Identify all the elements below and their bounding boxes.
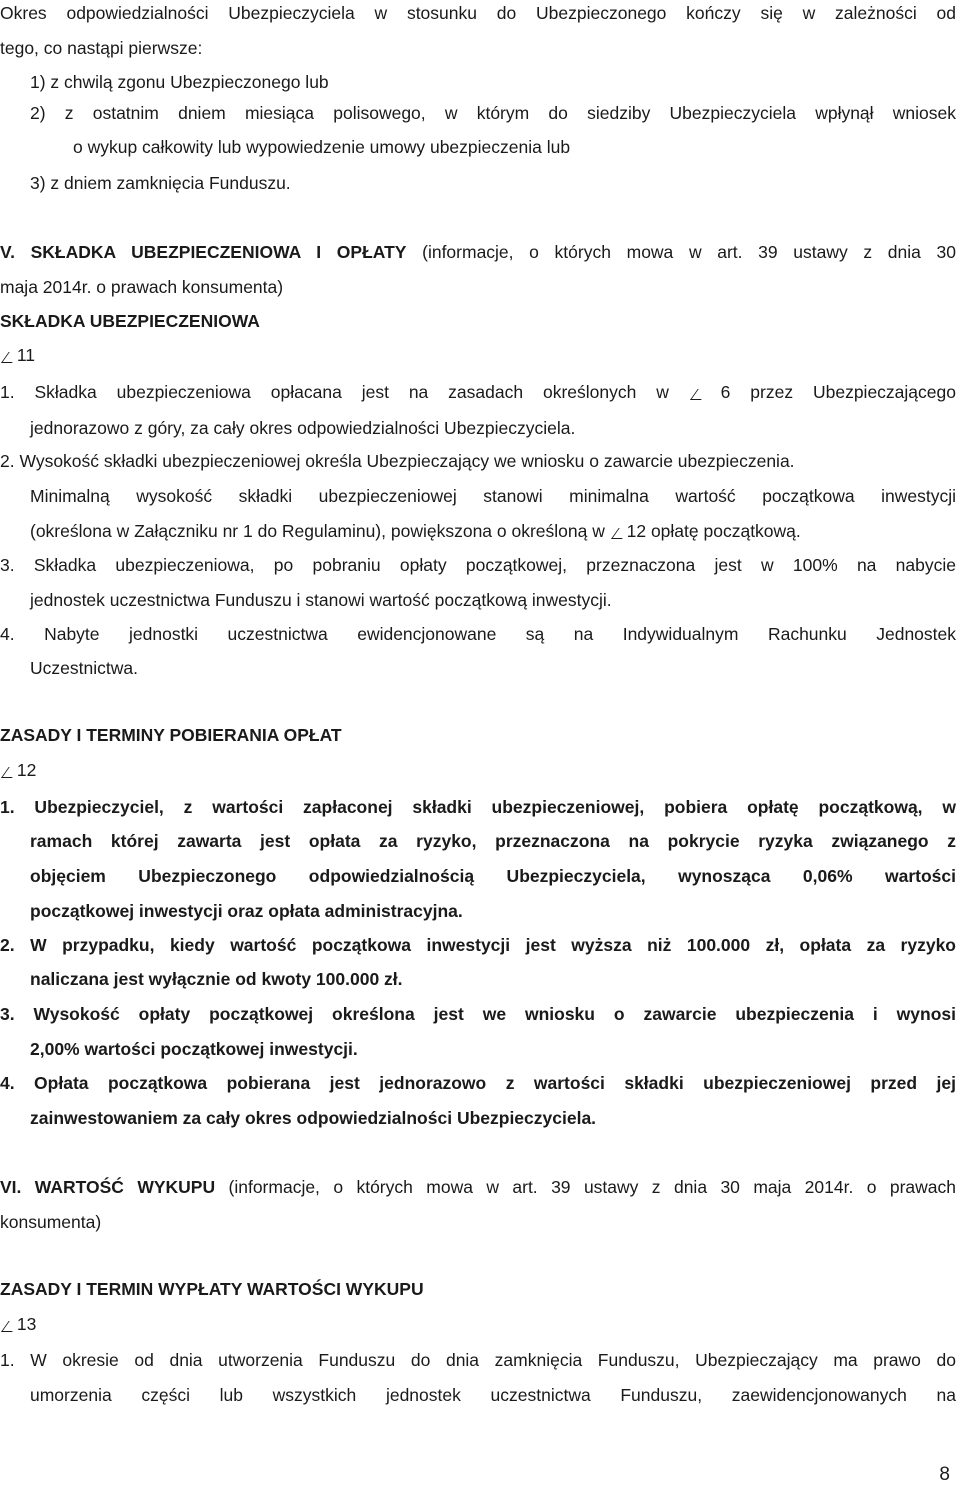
paragraph-sign-icon <box>0 762 12 778</box>
list-item-continuation: o wykup całkowity lub wypowiedzenie umowy ubezpieczenia lub <box>73 137 571 157</box>
section-heading <box>0 241 956 263</box>
subsection-heading: SKŁADKA UBEZPIECZENIOWA <box>0 311 260 331</box>
list-item: 2) z ostatnim dniem miesiąca polisowego, w którym do siedziby Ubezpieczyciela wpłynął wniosek <box>30 103 956 123</box>
text-line: 1. Ubezpieczyciel, z wartości zapłaconej składki ubezpieczeniowej, pobiera opłatę początkową, w <box>0 797 956 817</box>
text-line: 2. Wysokość składki ubezpieczeniowej określa Ubezpieczający we wniosku o zawarcie ubezpieczenia. <box>0 451 795 471</box>
text-line: 2,00% wartości początkowej inwestycji. <box>30 1039 358 1059</box>
text-line: 3. Składka ubezpieczeniowa, po pobraniu opłaty początkowej, przeznaczona jest w 100% na nabycie <box>0 555 956 575</box>
text-line: ramach której zawarta jest opłata za ryzyko, przeznaczona na pokrycie ryzyka związanego z <box>30 831 956 851</box>
text-line: Uczestnictwa. <box>30 658 138 678</box>
section-heading-title: V. SKŁADKA UBEZPIECZENIOWA I OPŁATY <box>0 242 407 262</box>
list-item: 1) z chwilą zgonu Ubezpieczonego lub <box>30 72 329 92</box>
text-line: Minimalną wysokość składki ubezpieczeniowej stanowi minimalna wartość początkowa inwestycji <box>30 486 956 506</box>
paragraph-sign-icon <box>0 1316 12 1332</box>
section-heading-note: maja 2014r. o prawach konsumenta) <box>0 277 284 297</box>
paragraph-sign-icon <box>610 523 622 539</box>
paragraph-number-value: 12 <box>16 760 37 780</box>
text-line: zainwestowaniem za cały okres odpowiedzialności Ubezpieczyciela. <box>30 1108 597 1128</box>
text-line: 4. Opłata początkowa pobierana jest jednorazowo z wartości składki ubezpieczeniowej przed jej <box>0 1073 956 1093</box>
text-line: 3. Wysokość opłaty początkowej określona jest we wniosku o zawarcie ubezpieczenia i wynosi <box>0 1004 956 1024</box>
paragraph-number <box>0 759 36 781</box>
text-line: tego, co nastąpi pierwsze: <box>0 38 203 58</box>
text-line: naliczana jest wyłącznie od kwoty 100.000 zł. <box>30 969 403 989</box>
text-line: jednostek uczestnictwa Funduszu i stanowi wartość początkową inwestycji. <box>30 590 612 610</box>
section-heading <box>0 1176 956 1198</box>
text-line: 1. W okresie od dnia utworzenia Funduszu do dnia zamknięcia Funduszu, Ubezpieczający ma prawo do <box>0 1350 956 1370</box>
section-heading-note: (informacje, o których mowa w art. 39 ustawy z dnia 30 maja 2014r. o prawach <box>215 1177 956 1197</box>
list-item: 3) z dniem zamknięcia Funduszu. <box>30 173 291 193</box>
text-line: umorzenia części lub wszystkich jednostek uczestnictwa Funduszu, zaewidencjonowanych na <box>30 1385 956 1405</box>
text-line: 4. Nabyte jednostki uczestnictwa ewidencjonowane są na Indywidualnym Rachunku Jednostek <box>0 624 956 644</box>
text-line <box>0 381 956 403</box>
paragraph-sign-icon <box>0 347 12 363</box>
section-heading-note: (informacje, o których mowa w art. 39 ustawy z dnia 30 <box>406 242 956 262</box>
paragraph-number-value: 11 <box>16 345 36 365</box>
text-fragment: 1. Składka ubezpieczeniowa opłacana jest na zasadach określonych w <box>0 382 669 402</box>
paragraph-number <box>0 1313 36 1335</box>
text-line <box>30 520 801 542</box>
text-line: 2. W przypadku, kiedy wartość początkowa inwestycji jest wyższa niż 100.000 zł, opłata za ryzyko <box>0 935 956 955</box>
page-number: 8 <box>939 1464 950 1485</box>
text-line: jednorazowo z góry, za cały okres odpowiedzialności Ubezpieczyciela. <box>30 418 576 438</box>
subsection-heading: ZASADY I TERMINY POBIERANIA OPŁAT <box>0 725 342 745</box>
text-fragment: 6 przez Ubezpieczającego <box>720 382 956 402</box>
text-line: objęciem Ubezpieczonego odpowiedzialnością Ubezpieczyciela, wynosząca 0,06% wartości <box>30 866 956 886</box>
section-heading-note: konsumenta) <box>0 1212 102 1232</box>
paragraph-number <box>0 344 35 366</box>
text-line: początkowej inwestycji oraz opłata administracyjna. <box>30 901 463 921</box>
text-fragment: 12 opłatę początkową. <box>626 521 801 541</box>
section-heading-title: VI. WARTOŚĆ WYKUPU <box>0 1177 216 1197</box>
subsection-heading: ZASADY I TERMIN WYPŁATY WARTOŚCI WYKUPU <box>0 1279 424 1299</box>
text-line: Okres odpowiedzialności Ubezpieczyciela w stosunku do Ubezpieczonego kończy się w zależności od <box>0 3 956 23</box>
paragraph-number-value: 13 <box>16 1314 37 1334</box>
text-fragment: (określona w Załączniku nr 1 do Regulaminu), powiększona o określoną w <box>30 521 605 541</box>
paragraph-sign-icon <box>689 384 701 400</box>
